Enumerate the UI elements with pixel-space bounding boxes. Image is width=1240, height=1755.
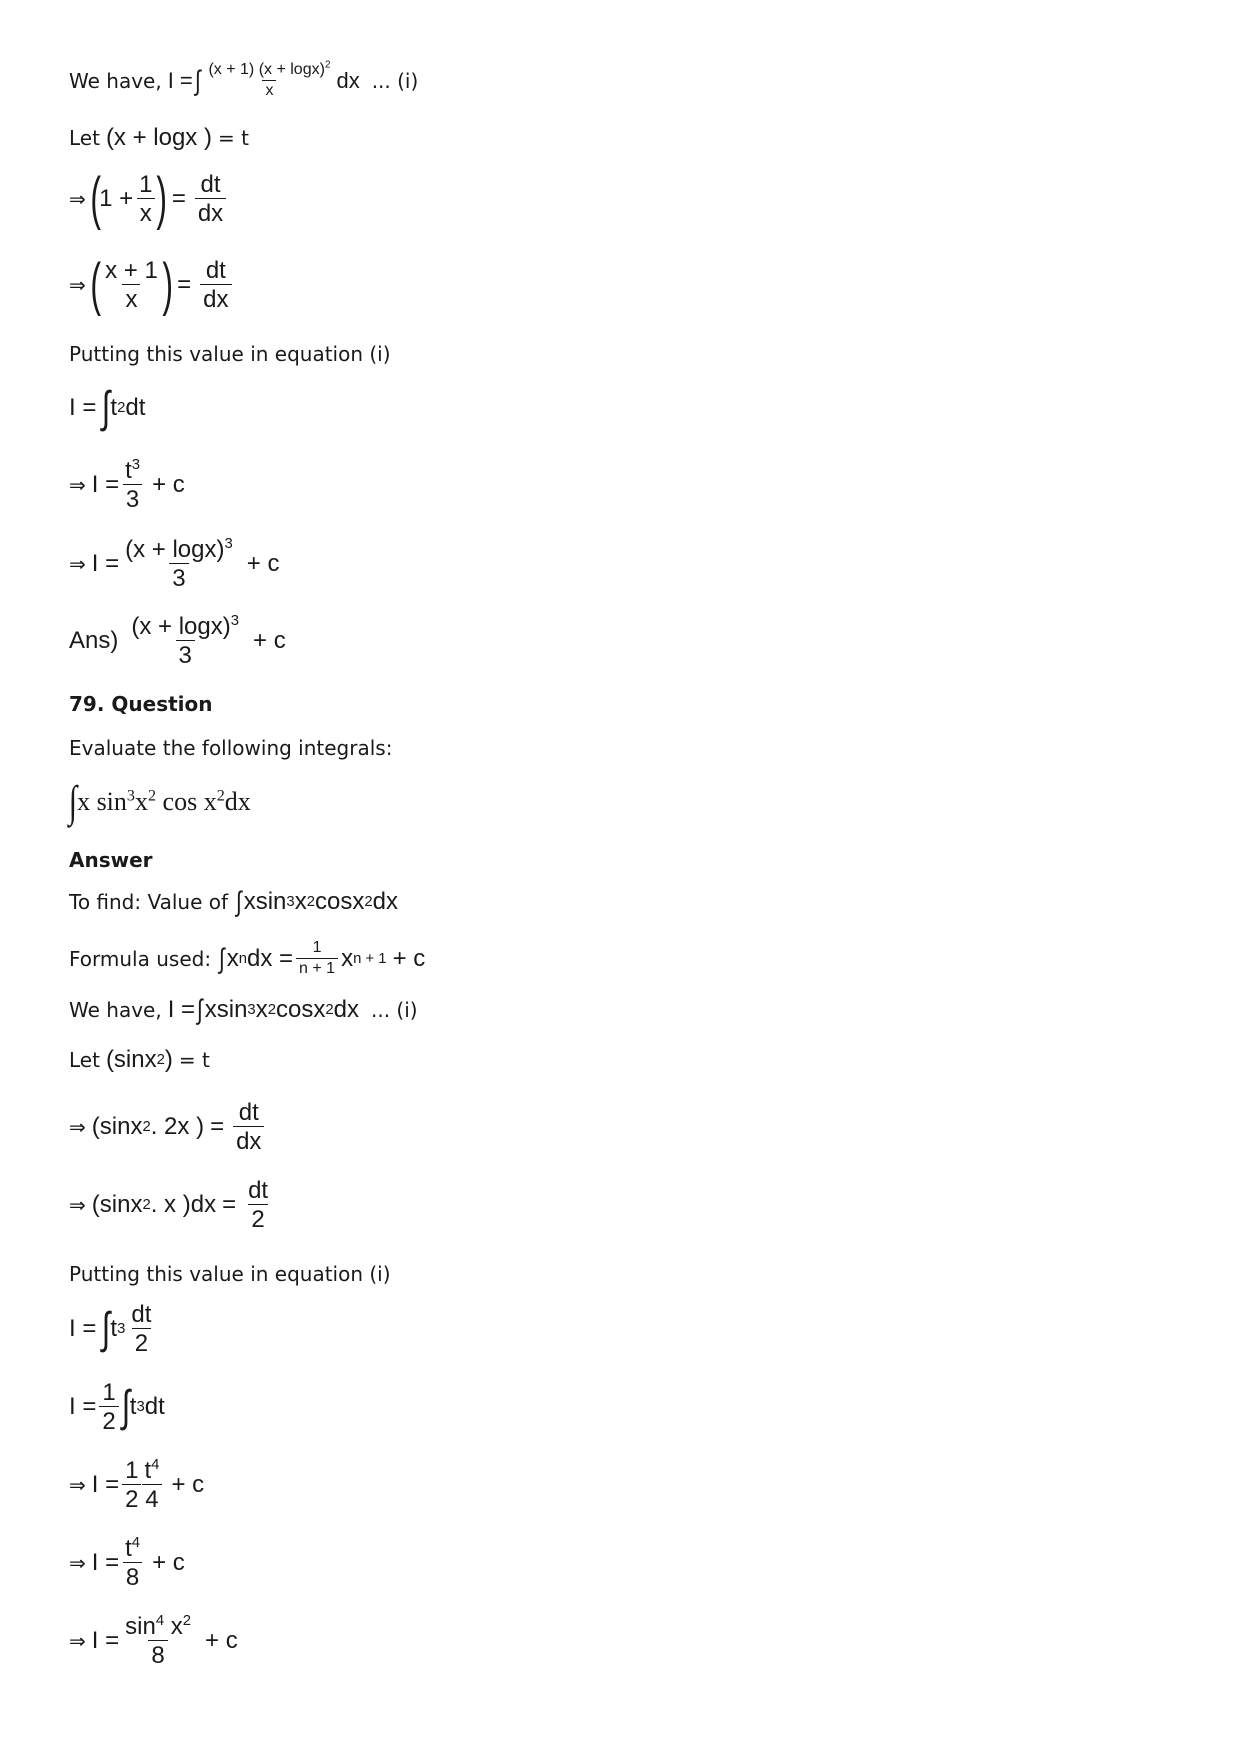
integral-sign: ∫	[68, 777, 78, 826]
question-prompt: Evaluate the following integrals:	[69, 736, 393, 760]
result-t-fourth: ⇒ I = $\frac{1}{2}$ $\frac{t^4}{4}$ + c	[69, 1457, 205, 1514]
integral-t-squared: I = ∫ t 2 dt	[69, 383, 146, 432]
derivative-step-2: ⇒ ( $\frac{x + 1}{x}$ ) = $\frac{dt}{dx}$	[69, 256, 235, 314]
half-integral: I = $\frac{1}{2}$ ∫ t 3 dt	[69, 1379, 165, 1436]
substitution-lhs: (x + logx )	[105, 124, 212, 151]
result-substituted: ⇒ I = $\frac{(x + \log x)^3}{3}$ + c	[69, 536, 280, 593]
formula-used-line: Formula used: ∫ x n dx = $\frac{1}{n + 1}$ x n + 1 + c	[69, 939, 426, 977]
substitution-line-2: Let (sinx 2 ) = t	[69, 1046, 210, 1073]
equation-tag: ... (i)	[370, 998, 418, 1022]
answer-heading: Answer	[69, 848, 153, 872]
let-label: Let	[69, 126, 100, 150]
putting-value-text-2: Putting this value in equation (i)	[69, 1262, 391, 1286]
question-heading: 79. Question	[69, 692, 213, 716]
dx-term: dx	[336, 67, 360, 93]
integral-sign: ∫	[102, 383, 111, 432]
derivative-step-4: ⇒ (sinx 2 . x )dx = $\frac{dt}{2}$	[69, 1177, 269, 1234]
substitution-rhs: = t	[217, 126, 249, 150]
result-t4-over-8: ⇒ I = $\frac{t^4}{8}$ + c	[69, 1535, 185, 1592]
question-integral: ∫ x $\sin^3x^2$ $\cos x^2dx$	[68, 777, 251, 826]
implies-arrow: ⇒	[69, 273, 86, 297]
derivative-step-1: ⇒ ( 1 + $\frac{1}{x}$ ) = $\frac{dt}{dx}$	[69, 170, 229, 228]
integral-t-cubed: I = ∫ t 3 $\frac{dt}{2}$	[69, 1301, 152, 1358]
final-result: ⇒ I = $\frac{\sin^4 x^2}{8}$ + c	[69, 1613, 238, 1670]
implies-arrow: ⇒	[69, 187, 86, 211]
equation-tag: ... (i)	[371, 68, 419, 93]
equation-i-line: We have, I = ∫ $\frac{(x + 1) (x + \log x)^2}{x}$ dx ... (i)	[69, 59, 419, 99]
we-have-label: We have,	[69, 68, 162, 93]
to-find-line: To find: Value of ∫ xsin 3 x 2 cosx 2 dx	[69, 886, 398, 917]
putting-value-text: Putting this value in equation (i)	[69, 342, 391, 366]
substitution-line	[69, 124, 249, 152]
equation-i-line-2: We have, I = ∫ xsin 3 x 2 cosx 2 dx ... (i)	[69, 994, 418, 1025]
result-t-cubed: ⇒ I = $\frac{t^3}{3}$ + c	[69, 457, 185, 514]
integral-sign: ∫	[194, 64, 201, 96]
answer-line: Ans) $\frac{(x + \log x)^3}{3}$ + c	[69, 613, 286, 670]
integrand-fraction: $\frac{(x + 1) (x + \log x)^2}{x}$	[208, 59, 331, 99]
ans-label: Ans)	[69, 627, 119, 655]
derivative-step-3: ⇒ (sinx 2 . 2x ) = $\frac{dt}{dx}$	[69, 1100, 267, 1154]
